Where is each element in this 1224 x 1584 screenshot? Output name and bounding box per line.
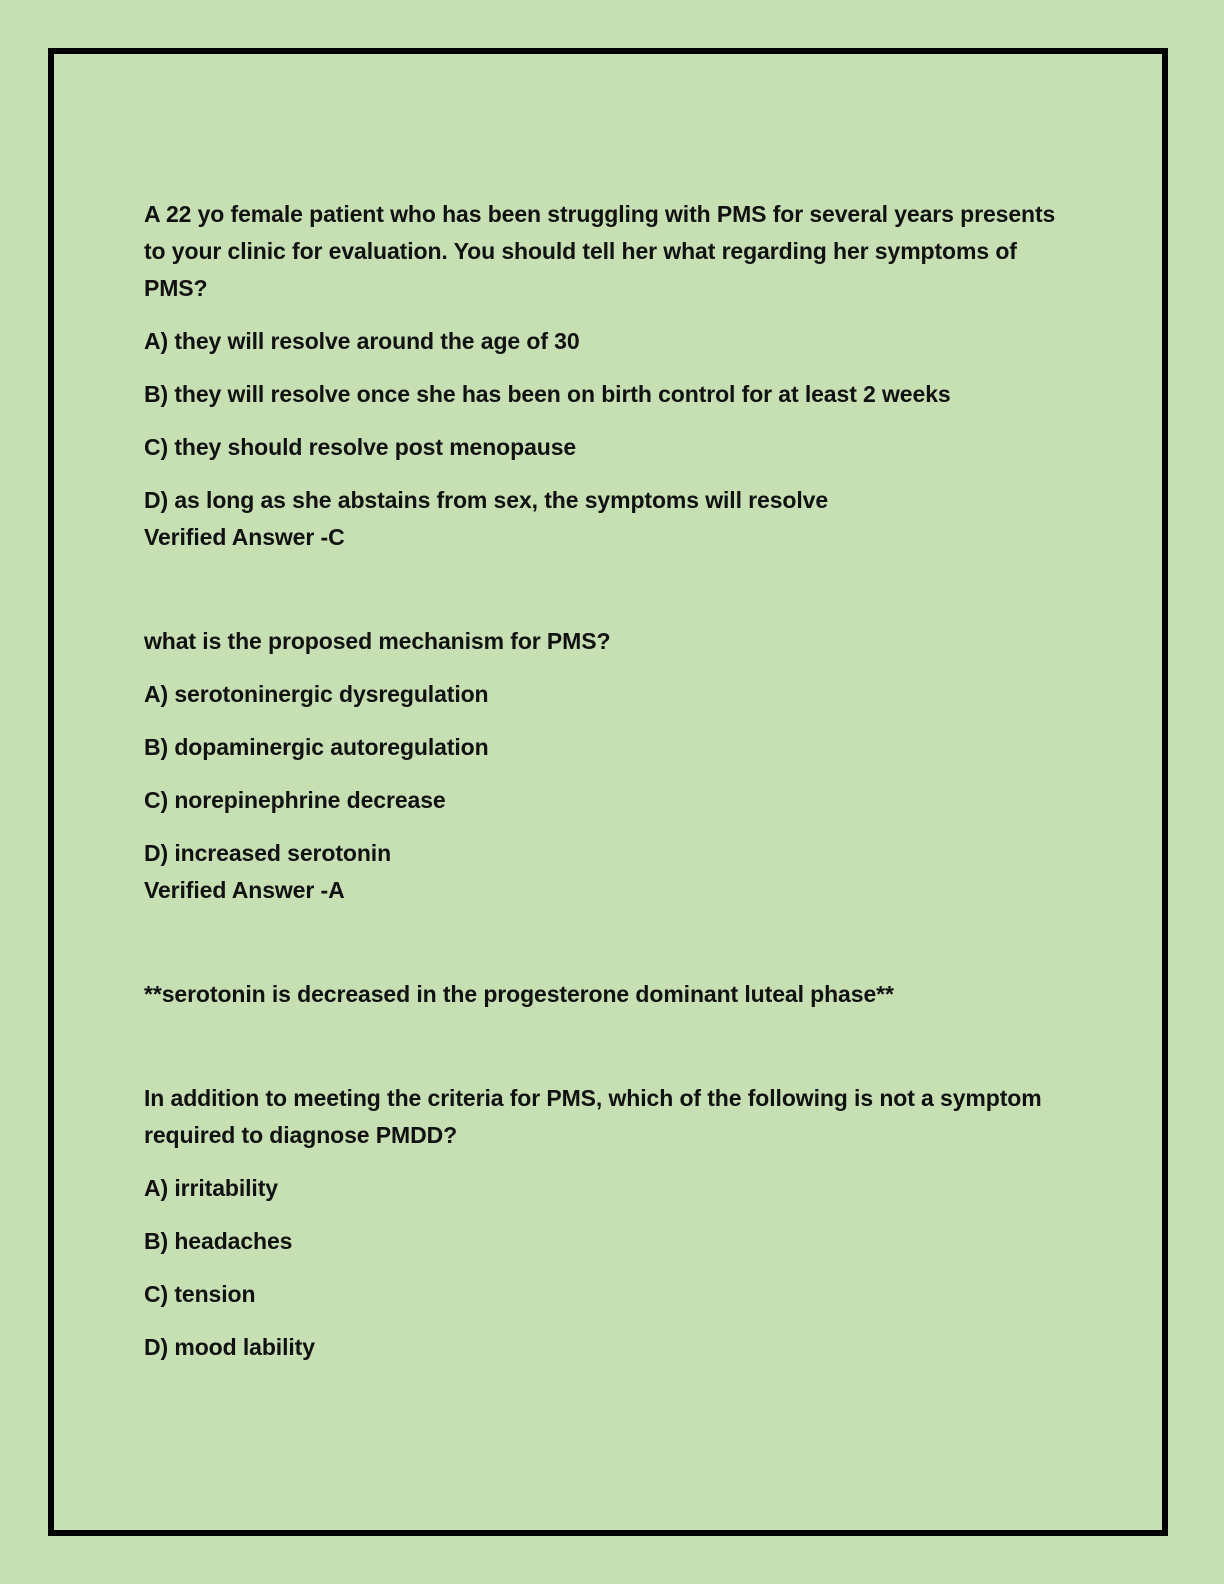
answer-option-c: C) tension: [144, 1281, 256, 1307]
block-spacer: [144, 1013, 1074, 1080]
answer-option-c: C) norepinephrine decrease: [144, 787, 446, 813]
verified-answer: Verified Answer -A: [144, 877, 345, 903]
question-block-1: [144, 196, 1074, 556]
answer-option-a: A) irritability: [144, 1175, 278, 1201]
verified-answer: Verified Answer -C: [144, 524, 345, 550]
question-stem: A 22 yo female patient who has been struggling with PMS for several years presents to your clinic for evaluation. You should tell her what regarding her symptoms of PMS?: [144, 201, 1056, 301]
answer-option-d: D) increased serotonin: [144, 840, 392, 866]
answer-option-a: A) they will resolve around the age of 30: [144, 328, 580, 354]
document-body: [144, 196, 1074, 1366]
question-block-2: [144, 623, 1074, 909]
question-stem: what is the proposed mechanism for PMS?: [144, 628, 611, 654]
explanation-note: **serotonin is decreased in the progesterone dominant luteal phase**: [144, 981, 894, 1007]
answer-option-b: B) headaches: [144, 1228, 293, 1254]
question-block-3: [144, 1080, 1074, 1366]
block-spacer: [144, 556, 1074, 623]
answer-option-c: C) they should resolve post menopause: [144, 434, 577, 460]
answer-option-d: D) mood lability: [144, 1334, 315, 1360]
answer-option-b: B) dopaminergic autoregulation: [144, 734, 489, 760]
answer-option-b: B) they will resolve once she has been on birth control for at least 2 weeks: [144, 381, 951, 407]
answer-option-d: D) as long as she abstains from sex, the symptoms will resolve: [144, 487, 829, 513]
answer-option-a: A) serotoninergic dysregulation: [144, 681, 489, 707]
block-spacer: [144, 909, 1074, 976]
question-stem: In addition to meeting the criteria for PMS, which of the following is not a symptom required to diagnose PMDD?: [144, 1085, 1042, 1148]
